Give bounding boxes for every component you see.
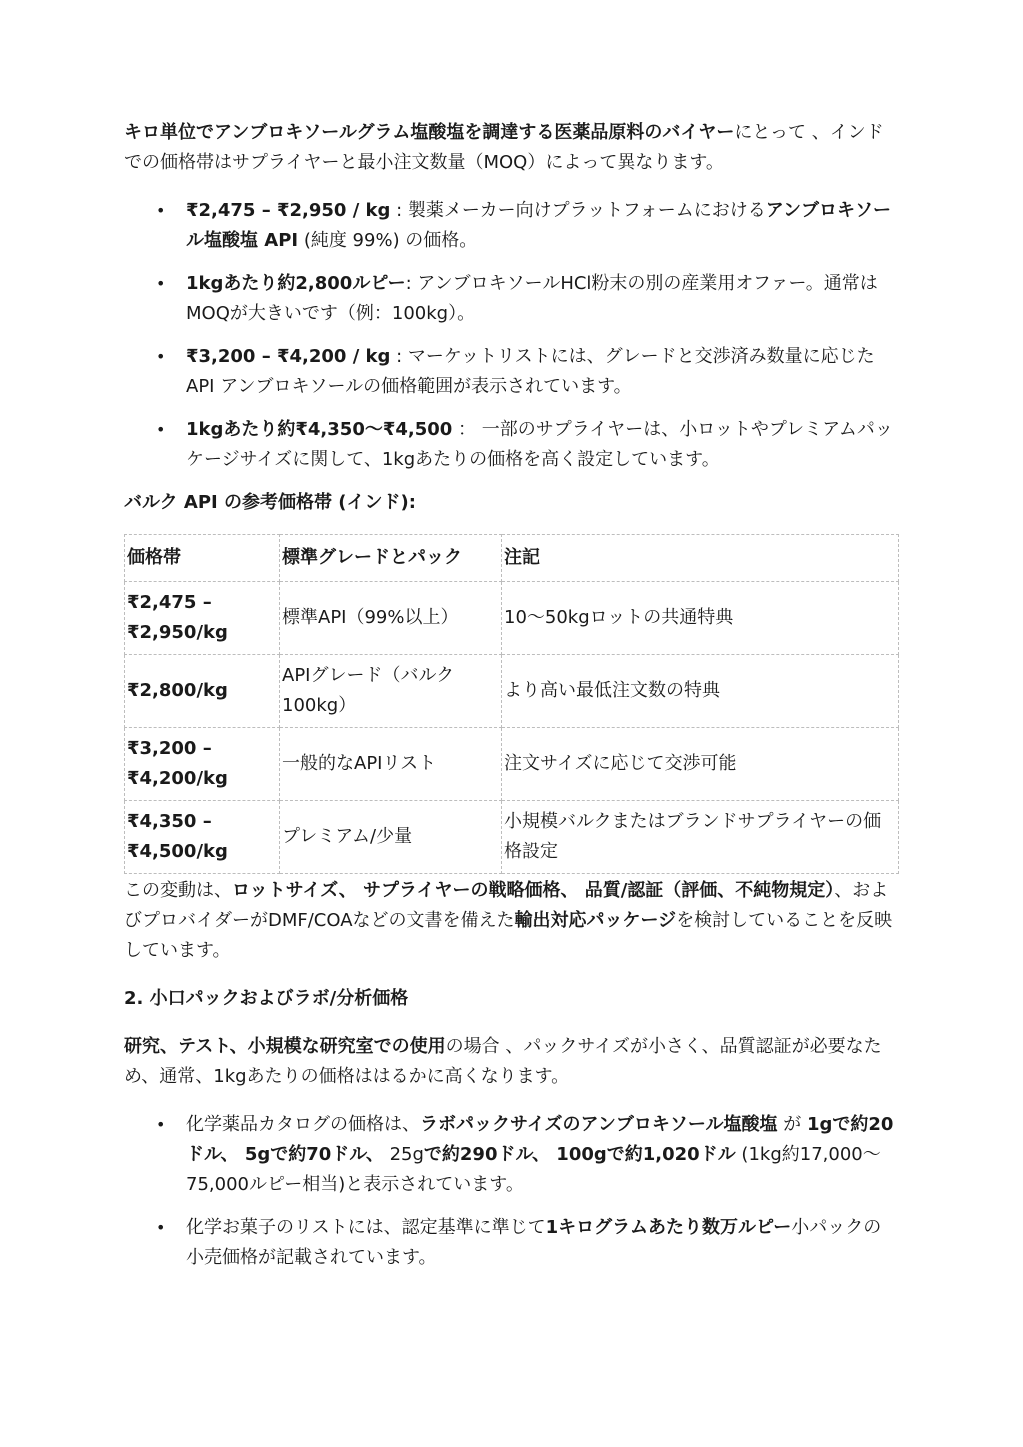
bullet-text: : マーケットリストには、グレードと交渉済み数量に応じた API アンブロキソールの価格範囲が表示されています。 <box>186 346 875 397</box>
bullet-bold: 1kgあたり約2,800ルピー <box>186 273 406 294</box>
bullet-text: : アンブロキソールHCl粉末の別の産業用オファー。通常はMOQが大きいです（例：100kg）。 <box>186 273 878 324</box>
table-cell: ₹2,475 – ₹2,950/kg <box>125 582 280 655</box>
table-header-cell: 標準グレードとパック <box>280 535 502 582</box>
bullet-text: 小パックの小売価格が記載されています。 <box>186 1217 882 1268</box>
paragraph-text: この変動は、 <box>124 880 232 901</box>
table-header-cell: 注記 <box>502 535 899 582</box>
table-cell: ₹3,200 – ₹4,200/kg <box>125 728 280 801</box>
table-header-row <box>125 535 899 582</box>
list-item <box>186 415 897 475</box>
paragraph-text: を検討していることを反映しています。 <box>124 910 893 961</box>
section-heading: 2. 小口パックおよびラボ/分析価格 <box>124 988 409 1009</box>
section-paragraph <box>124 1032 897 1092</box>
table-row <box>125 801 899 874</box>
list-item <box>186 342 897 402</box>
list-item <box>186 1110 897 1200</box>
intro-bold: キロ単位でアンブロキソールグラム塩酸塩を調達する医薬品原料のバイヤー <box>124 122 735 143</box>
bullet-bold: ラボパックサイズのアンブロキソール塩酸塩 <box>420 1114 778 1135</box>
intro-paragraph <box>124 118 897 178</box>
list-item <box>186 196 897 256</box>
table-cell: 注文サイズに応じて交渉可能 <box>502 728 899 801</box>
bullet-text: : 製薬メーカー向けプラットフォームにおける <box>390 200 766 221</box>
table-cell: ₹4,350 – ₹4,500/kg <box>125 801 280 874</box>
bullet-bold: 1kgあたり約₹4,350〜₹4,500 <box>186 419 453 440</box>
bullet-text: (1kg約17,000〜75,000ルピー相当)と表示されています。 <box>186 1144 881 1195</box>
paragraph-bold: 輸出対応パッケージ <box>514 910 677 931</box>
table-cell: APIグレード（バルク100kg） <box>280 655 502 728</box>
bullet-text: が <box>777 1114 807 1135</box>
intro-text: にとって 、インドでの価格帯はサプライヤーと最小注文数量（MOQ）によって異なります。 <box>124 122 884 173</box>
table-header-cell: 価格帯 <box>125 535 280 582</box>
list-item <box>186 1213 897 1273</box>
paragraph-text: の場合 、パックサイズが小さく、品質認証が必要なため、通常、1kgあたりの価格ははるかに高くなります。 <box>124 1036 882 1087</box>
table-row <box>125 655 899 728</box>
bullet-bold: アンブロキソール塩酸塩 API <box>186 200 892 251</box>
bullet-bold: 1キログラムあたり数万ルピー <box>545 1217 792 1238</box>
paragraph-bold: 研究、テスト、小規模な研究室での使用 <box>124 1036 446 1057</box>
price-bullet-list <box>124 196 897 475</box>
table-cell: ₹2,800/kg <box>125 655 280 728</box>
table-row <box>125 582 899 655</box>
paragraph-text: 、およびプロバイダーがDMF/COAなどの文書を備えた <box>124 880 889 931</box>
bullet-text: 化学お菓子のリストには、認定基準に準じて <box>186 1217 546 1238</box>
table-row <box>125 728 899 801</box>
bullet-text: 化学薬品カタログの価格は、 <box>186 1114 420 1135</box>
bullet-bold: ₹2,475 – ₹2,950 / kg <box>186 200 391 221</box>
table-cell: プレミアム/少量 <box>280 801 502 874</box>
price-table <box>124 534 899 874</box>
table-cell: 標準API（99%以上） <box>280 582 502 655</box>
bullet-text: (純度 99%) の価格。 <box>298 230 478 251</box>
bullet-bold: で約290ドル、 100gで約1,020ドル <box>423 1144 736 1165</box>
bullet-text: 25g <box>383 1144 424 1165</box>
paragraph-bold: ロットサイズ、 サプライヤーの戦略価格、 品質/認証（評価、不純物規定） <box>232 880 835 901</box>
bullet-text: ： 一部のサプライヤーは、小ロットやプレミアムパッケージサイズに関して、1kgあたりの価格を高く設定しています。 <box>186 419 893 470</box>
table-label: バルク API の参考価格帯 (インド): <box>124 492 416 513</box>
list-item <box>186 269 897 329</box>
variation-paragraph <box>124 876 897 966</box>
table-cell: 10〜50kgロットの共通特典 <box>502 582 899 655</box>
bullet-bold: ₹3,200 – ₹4,200 / kg <box>186 346 391 367</box>
table-cell: 一般的なAPIリスト <box>280 728 502 801</box>
table-cell: より高い最低注文数の特典 <box>502 655 899 728</box>
bullet-bold: 1gで約20ドル、 5gで約70ドル、 <box>186 1114 894 1165</box>
table-cell: 小規模バルクまたはブランドサプライヤーの価格設定 <box>502 801 899 874</box>
lab-price-bullet-list <box>124 1110 897 1273</box>
